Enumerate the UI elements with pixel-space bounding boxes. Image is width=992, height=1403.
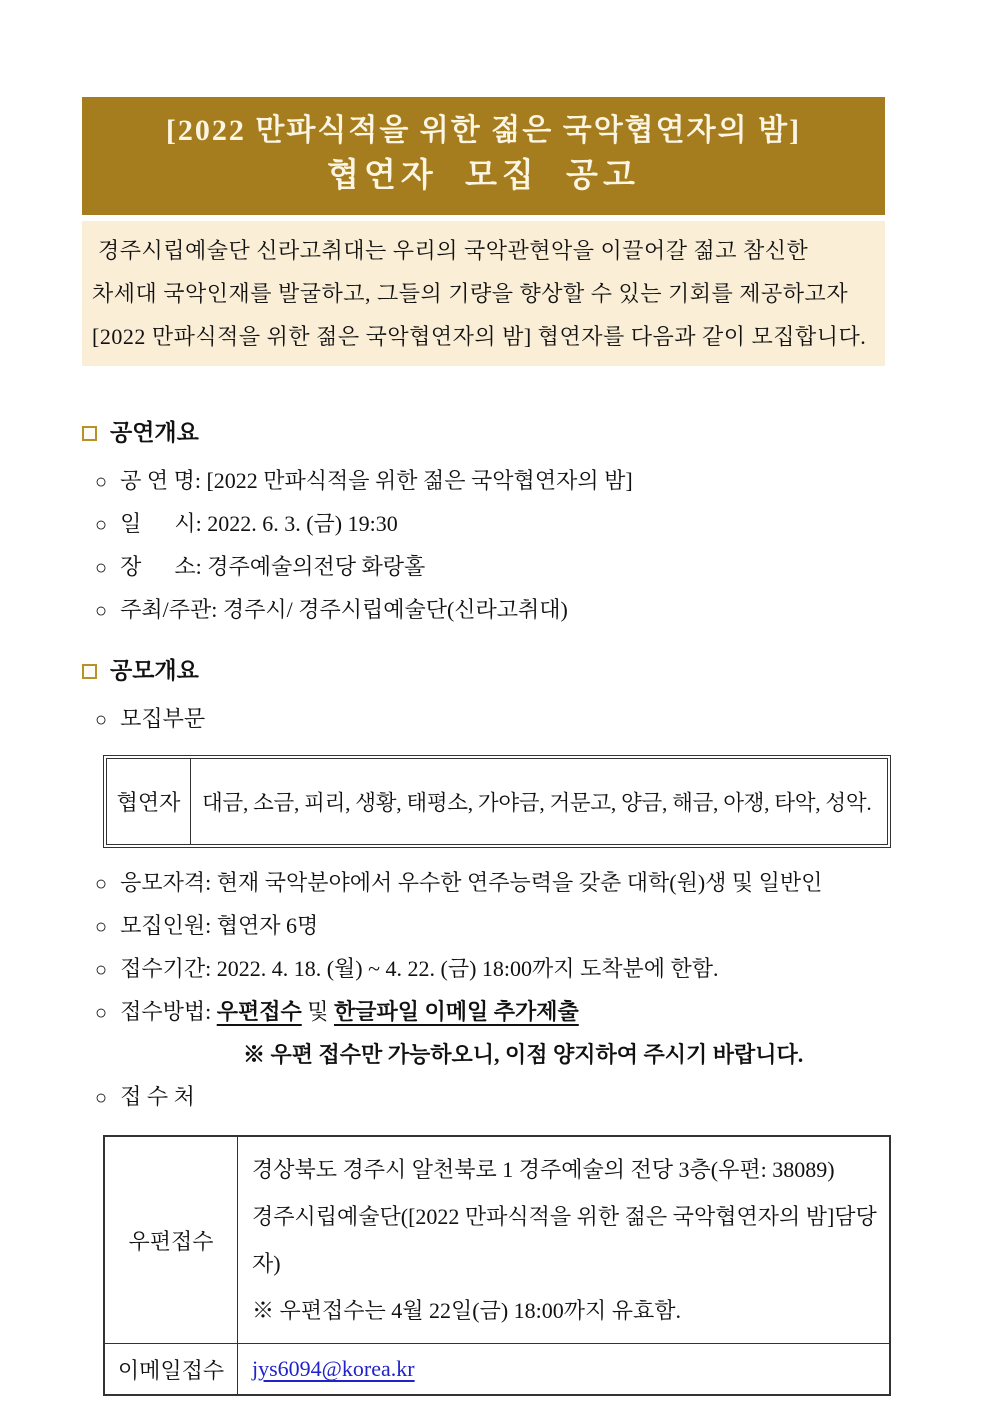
- email-row-content: [238, 1344, 889, 1394]
- title-banner: [82, 97, 885, 215]
- postal-recipient: 경주시립예술단([2022 만파식적을 위한 젊은 국악협연자의 밤]담당자): [252, 1204, 877, 1276]
- postal-row-content: [238, 1137, 889, 1343]
- circle-bullet-icon: ○: [95, 557, 108, 579]
- performance-venue: 장 소: 경주예술의전당 화랑홀: [120, 554, 426, 579]
- announcement-subtitle: 협연자 모집 공고: [327, 158, 640, 194]
- method-note: ※ 우편 접수만 가능하오니, 이점 양지하여 주시기 바랍니다.: [243, 1042, 804, 1067]
- intro-line: [2022 만파식적을 위한 젊은 국악협연자의 밤] 협연자를 다음과 같이 모집합니다.: [92, 324, 867, 349]
- method-email-submit: 한글파일 이메일 추가제출: [334, 999, 579, 1024]
- list-item: [95, 991, 885, 1034]
- recruit-count: 모집인원: 협연자 6명: [120, 913, 319, 938]
- list-item: [95, 698, 885, 741]
- section-heading-text: 공연개요: [110, 420, 199, 445]
- list-item: [95, 905, 885, 948]
- recruit-field-table: [103, 755, 891, 848]
- section-application-overview: [82, 658, 885, 684]
- event-title: [2022 만파식적을 위한 젊은 국악협연자의 밤]: [165, 114, 802, 147]
- intro-line: 경주시립예술단 신라고취대는 우리의 국악관현악을 이끌어갈 젊고 참신한: [92, 238, 809, 263]
- application-period: 접수기간: 2022. 4. 18. (월) ~ 4. 22. (금) 18:00까지 도착분에 한함.: [120, 956, 719, 981]
- method-prefix: 접수방법:: [120, 999, 217, 1024]
- postal-row: [105, 1137, 889, 1343]
- performance-datetime: 일 시: 2022. 6. 3. (금) 19:30: [120, 511, 398, 536]
- section-performance-overview: [82, 420, 885, 446]
- email-row-label: 이메일접수: [105, 1344, 238, 1394]
- intro-paragraph-box: [82, 221, 885, 366]
- circle-bullet-icon: ○: [95, 514, 108, 536]
- list-item: [95, 1076, 885, 1119]
- circle-bullet-icon: ○: [95, 1087, 108, 1109]
- circle-bullet-icon: ○: [95, 471, 108, 493]
- circle-bullet-icon: ○: [95, 600, 108, 622]
- field-table-instruments: 대금, 소금, 피리, 생황, 태평소, 가야금, 거문고, 양금, 해금, 아쟁, 타악, 성악.: [202, 791, 872, 815]
- application-items: [95, 698, 885, 741]
- method-middle: 및: [301, 999, 334, 1024]
- square-bullet-icon: [82, 664, 97, 679]
- list-item: [95, 546, 885, 589]
- intro-line: 차세대 국악인재를 발굴하고, 그들의 기량을 향상할 수 있는 기회를 제공하고자: [92, 281, 849, 306]
- application-method: [120, 991, 579, 1033]
- list-item: [95, 589, 885, 632]
- circle-bullet-icon: ○: [95, 709, 108, 731]
- performance-items: [95, 460, 885, 632]
- email-link[interactable]: jys6094@korea.kr: [252, 1356, 415, 1381]
- reception-office-label: 접 수 처: [120, 1084, 195, 1109]
- document-content: [82, 97, 885, 1396]
- method-postal: 우편접수: [216, 999, 302, 1024]
- performance-name: 공 연 명: [2022 만파식적을 위한 젊은 국악협연자의 밤]: [120, 468, 633, 493]
- circle-bullet-icon: ○: [95, 959, 108, 981]
- circle-bullet-icon: ○: [95, 916, 108, 938]
- recruit-field-label: 모집부문: [120, 706, 206, 731]
- square-bullet-icon: [82, 426, 97, 441]
- circle-bullet-icon: ○: [95, 873, 108, 895]
- postal-row-label: 우편접수: [105, 1137, 238, 1343]
- list-item: [95, 948, 885, 991]
- application-items-2: [95, 862, 885, 1119]
- section-heading-text: 공모개요: [110, 658, 199, 683]
- performance-host: 주최/주관: 경주시/ 경주시립예술단(신라고취대): [120, 597, 568, 622]
- circle-bullet-icon: ○: [95, 1002, 108, 1024]
- email-row: [105, 1343, 889, 1394]
- reception-table: [103, 1135, 891, 1396]
- list-item: [95, 460, 885, 503]
- list-item: [95, 862, 885, 905]
- list-item: [95, 503, 885, 546]
- eligibility: 응모자격: 현재 국악분야에서 우수한 연주능력을 갖춘 대학(원)생 및 일반인: [120, 870, 823, 895]
- postal-deadline-note: ※ 우편접수는 4월 22일(금) 18:00까지 유효함.: [252, 1298, 682, 1323]
- postal-address: 경상북도 경주시 알천북로 1 경주예술의 전당 3층(우편: 38089): [252, 1157, 835, 1182]
- field-table-category: 협연자: [107, 759, 191, 844]
